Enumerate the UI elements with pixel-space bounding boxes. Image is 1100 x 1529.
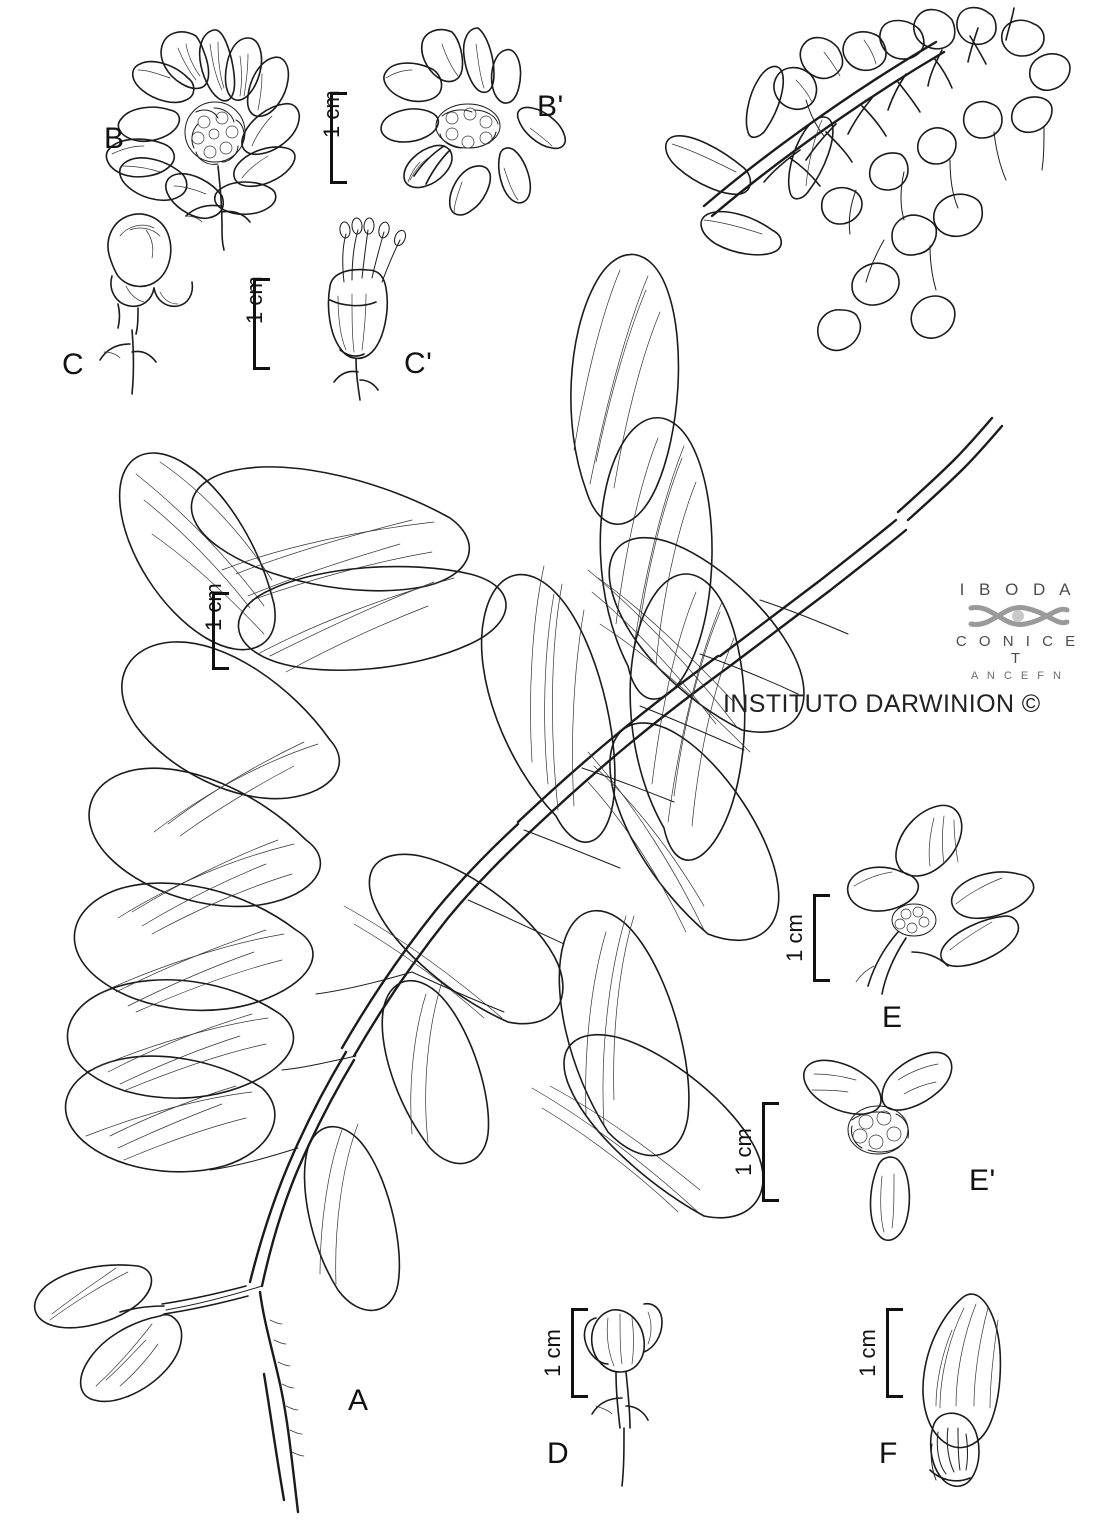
leaflet-group-lower-left [35, 1265, 182, 1401]
iboda-conicet-logo [955, 580, 1080, 682]
panel-label-b [104, 122, 125, 156]
inflorescence-drawing [666, 8, 1070, 351]
panel-label-c-prime [404, 347, 432, 381]
panel-label-e [882, 1001, 903, 1035]
panel-label-f [879, 1437, 898, 1471]
panel-c-prime-drawing [328, 218, 407, 400]
institute-credit: INSTITUTO DARWINION © [723, 690, 1041, 718]
scale-bar-line [762, 1102, 765, 1202]
scale-bar-cap-bottom [886, 1395, 903, 1398]
scale-bar-e [781, 894, 873, 982]
scale-bar-label: 1 cm [242, 276, 267, 324]
scale-bar-line [886, 1308, 889, 1398]
scale-bar-cap-bottom [330, 181, 347, 184]
scale-bar-b [319, 90, 390, 184]
logo-line-conicet: C O N I C E T [955, 633, 1080, 667]
panel-label-c [62, 348, 84, 382]
panel-a-drawing [35, 254, 1002, 1512]
panel-b-drawing [106, 30, 299, 250]
scale-bar-cap-bottom [571, 1395, 588, 1398]
scale-bar-cap-bottom [762, 1199, 779, 1202]
panel-label-b-text: B [104, 122, 125, 155]
scale-bar-line [571, 1308, 574, 1398]
panel-e-drawing [848, 805, 1034, 994]
panel-label-b-prime-text: B' [537, 90, 564, 123]
scale-bar-label: 1 cm [854, 1329, 880, 1377]
panel-label-a [348, 1384, 369, 1418]
inflorescence-flowers [666, 8, 1070, 351]
scale-bar-f [854, 1308, 946, 1398]
scale-bar-a [201, 583, 272, 670]
panel-label-b-prime [537, 90, 564, 124]
panel-c-drawing [100, 214, 192, 394]
scale-bar-cap-top [571, 1308, 588, 1311]
scale-bar-line [813, 894, 816, 982]
panel-label-c-prime-text: C' [404, 347, 433, 380]
logo-line-iboda: I B O D A [959, 580, 1076, 599]
scale-bar-cap-bottom [253, 367, 270, 370]
scale-bar-cap-bottom [813, 979, 830, 982]
scale-bar-label: 1 cm [730, 1128, 756, 1176]
dna-helix-icon [955, 602, 1080, 630]
scale-bar-cap-top [813, 894, 830, 897]
panel-label-f-text: F [879, 1437, 898, 1470]
scale-bar-label: 1 cm [319, 90, 344, 138]
scale-bar-d [539, 1308, 631, 1398]
scale-bar-label: 1 cm [201, 583, 226, 631]
scale-bar-cap-top [762, 1102, 779, 1105]
panel-label-e-text: E [882, 1001, 903, 1034]
panel-label-c-text: C [62, 348, 85, 381]
panel-label-e-prime-text: E' [969, 1164, 996, 1197]
scale-bar-label: 1 cm [539, 1329, 565, 1377]
scale-bar-cap-top [886, 1308, 903, 1311]
panel-label-a-text: A [348, 1384, 369, 1417]
logo-line-ancefn: A N C E F N [971, 670, 1064, 682]
scale-bar-label: 1 cm [781, 914, 807, 962]
panel-e-prime-drawing [804, 1052, 952, 1240]
scale-bar-e-prime [730, 1102, 822, 1202]
panel-label-d [547, 1437, 569, 1471]
scale-bar-cap-bottom [212, 667, 229, 670]
scale-bar-c [242, 276, 313, 370]
panel-label-d-text: D [547, 1437, 570, 1470]
panel-label-e-prime [969, 1164, 996, 1198]
